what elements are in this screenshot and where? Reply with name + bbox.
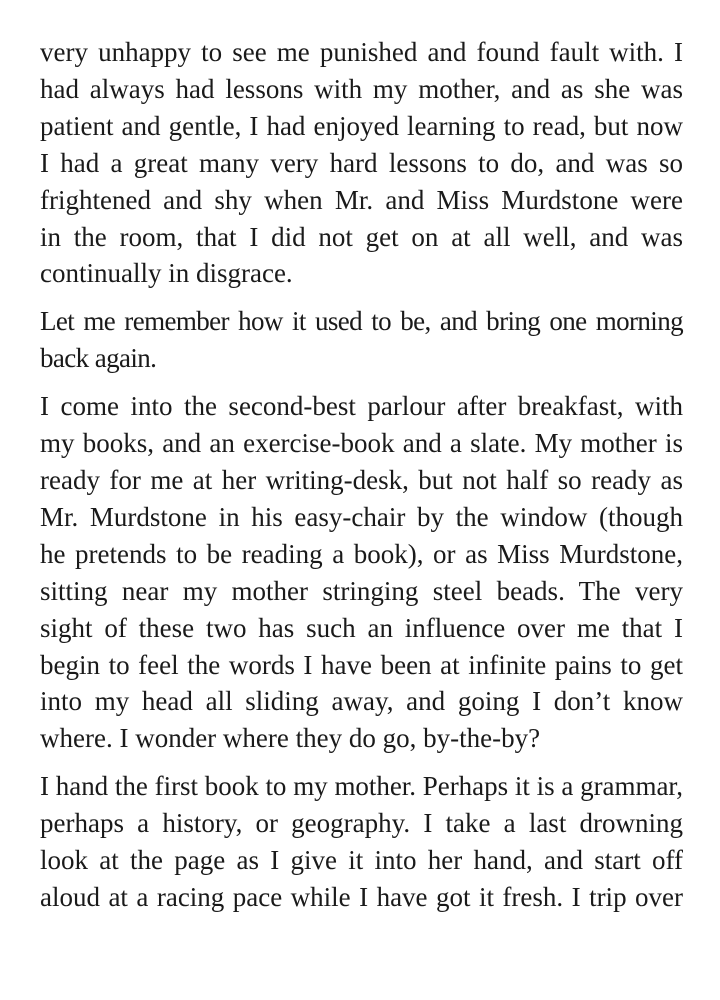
- text-line: ready for me at her writing-desk, but not half so ready as: [40, 464, 683, 495]
- text-line: I hand the first book to my mother. Perhaps it is a grammar,: [40, 771, 683, 802]
- text-line: sitting near my mother stringing steel beads. The very: [40, 575, 683, 606]
- text-line: I had a great many very hard lessons to do, and was so: [40, 147, 683, 178]
- text-line: Let me remember how it used to be, and bring one morning: [40, 306, 683, 337]
- text-line: he pretends to be reading a book), or as Miss Murdstone,: [40, 538, 683, 569]
- text-line: my books, and an exercise-book and a slate. My mother is: [40, 428, 683, 459]
- text-line: patient and gentle, I had enjoyed learning to read, but now: [40, 110, 683, 141]
- text-line: I come into the second-best parlour after breakfast, with: [40, 391, 683, 422]
- text-line: continually in disgrace.: [40, 258, 293, 289]
- paragraph-4: [40, 768, 683, 916]
- text-line: back again.: [40, 343, 157, 374]
- text-line: where. I wonder where they do go, by-the-by?: [40, 723, 541, 754]
- text-line: had always had lessons with my mother, and as she was: [40, 73, 683, 104]
- text-line: Mr. Murdstone in his easy-chair by the window (though: [40, 501, 683, 532]
- text-line: frightened and shy when Mr. and Miss Murdstone were: [40, 184, 683, 215]
- text-line: very unhappy to see me punished and found fault with. I: [40, 37, 683, 67]
- paragraph-1: [40, 34, 683, 292]
- text-line: aloud at a racing pace while I have got it fresh. I trip over: [40, 881, 683, 912]
- paragraph-3: [40, 388, 683, 757]
- text-line: sight of these two has such an influence over me that I: [40, 612, 683, 643]
- text-line: into my head all sliding away, and going I don’t know: [40, 686, 683, 717]
- text-line: in the room, that I did not get on at all well, and was: [40, 221, 683, 252]
- text-line: begin to feel the words I have been at infinite pains to get: [40, 649, 683, 680]
- text-line: perhaps a history, or geography. I take a last drowning: [40, 808, 683, 839]
- text-line: look at the page as I give it into her hand, and start off: [40, 845, 683, 876]
- paragraph-2: [40, 303, 683, 377]
- book-page: [40, 34, 683, 927]
